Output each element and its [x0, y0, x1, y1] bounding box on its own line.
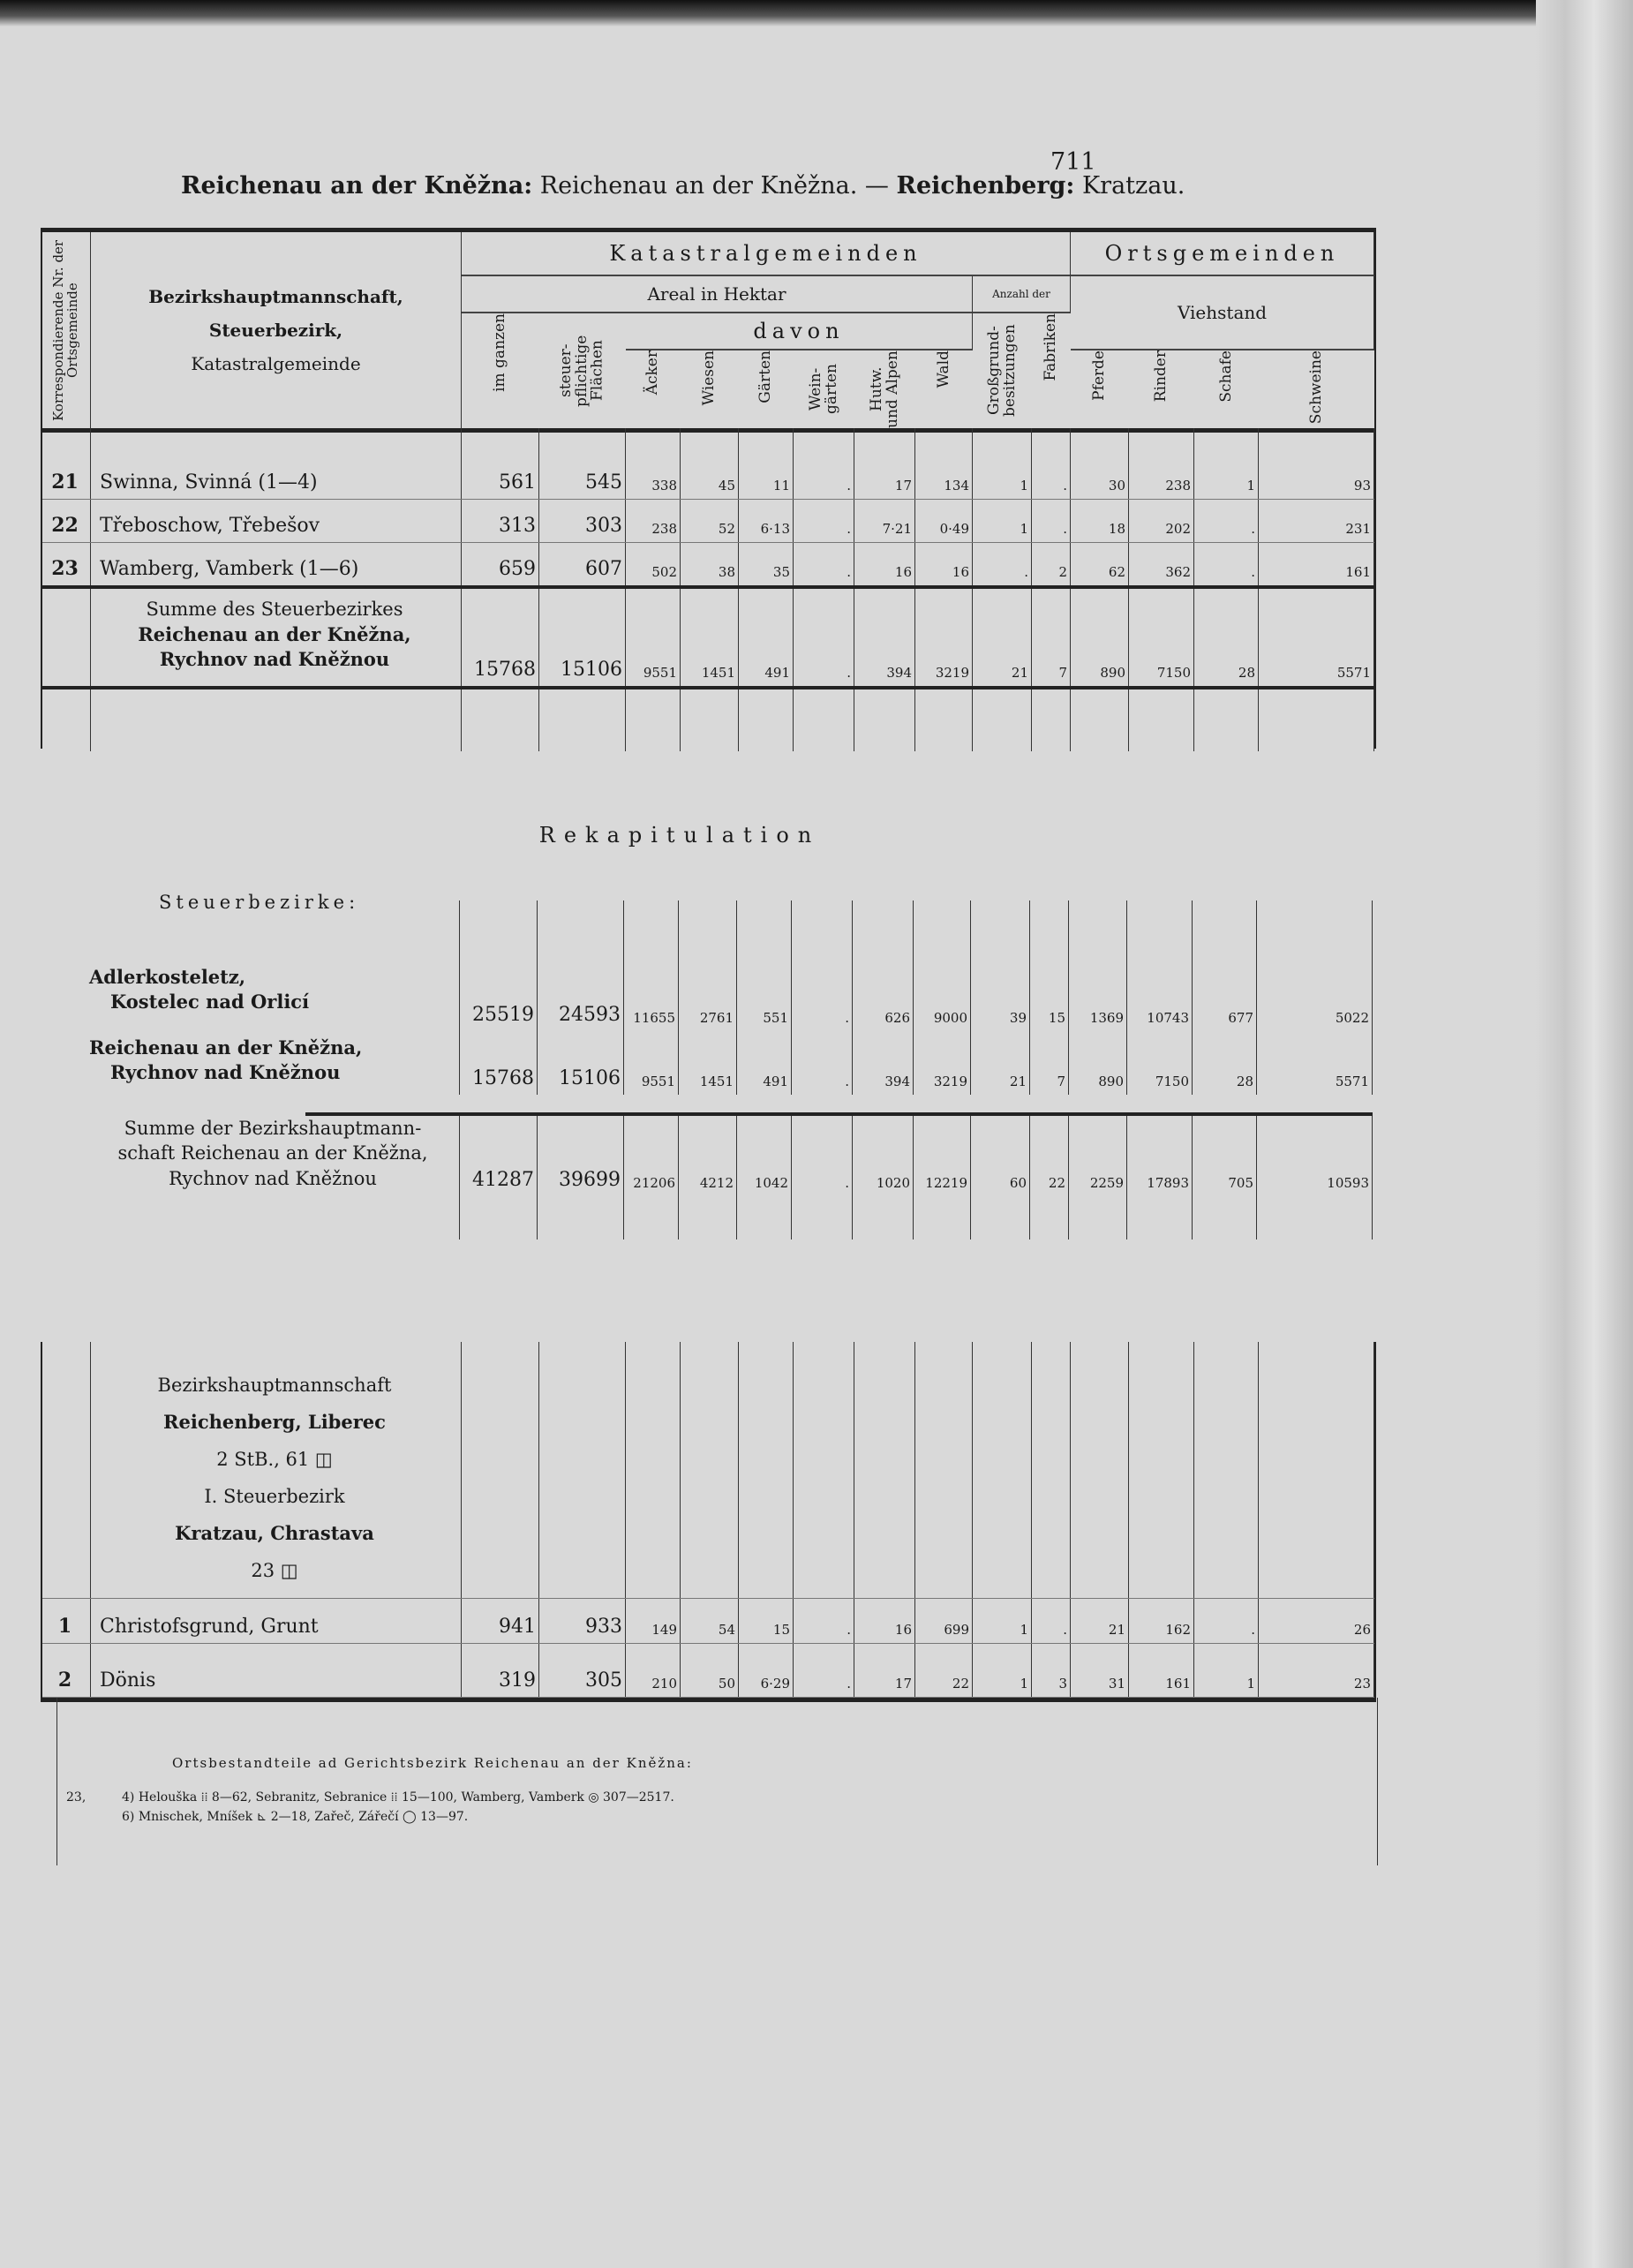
footer-ref: 23, [66, 1790, 87, 1805]
blank-cell [794, 1342, 854, 1598]
blank-cell [1129, 1342, 1194, 1598]
value-cell: 161 [1259, 543, 1374, 585]
sum-name-line: Reichenau an der Kněžna, [138, 622, 411, 645]
blank-cell [1127, 900, 1193, 953]
row-number-empty [42, 589, 91, 686]
value-cell: 231 [1259, 500, 1374, 542]
sum-name-line: Rychnov nad Kněžnou [159, 648, 390, 671]
value-cell: . [1194, 543, 1259, 585]
value-cell: 933 [539, 1599, 626, 1643]
value-cell: 545 [539, 428, 626, 499]
value-cell: 15768 [460, 1031, 538, 1095]
blank-cell [794, 689, 854, 751]
value-cell: 305 [539, 1644, 626, 1697]
blank-cell [1030, 1195, 1069, 1239]
value-cell: 7·21 [854, 500, 915, 542]
value-cell: 0·49 [915, 500, 973, 542]
header-col-label: Wald [934, 350, 952, 388]
blank-cell [1193, 900, 1257, 953]
blank-cell [1030, 900, 1069, 953]
blank-cell [1259, 689, 1374, 751]
value-cell: . [1194, 1599, 1259, 1643]
value-cell: 6·29 [739, 1644, 794, 1697]
section2-heading-line: 23 ◫ [251, 1560, 298, 1581]
recap-name-l1: Reichenau an der Kněžna, [89, 1036, 363, 1059]
blank-cell [854, 689, 915, 751]
running-head-right: Kratzau. [1082, 172, 1185, 200]
blank-cell [41, 1031, 89, 1095]
row-number: 23 [42, 543, 91, 585]
recap-label: Steuerbezirke: [159, 892, 360, 913]
table-row [42, 543, 1374, 589]
value-cell: 1 [1194, 1644, 1259, 1697]
running-head [181, 172, 1185, 200]
value-cell: 50 [681, 1644, 739, 1697]
value-cell: 17 [854, 428, 915, 499]
blank-cell [626, 689, 681, 751]
value-cell: . [973, 543, 1032, 585]
header-areal: Areal in Hektar [462, 276, 973, 313]
value-cell: 5571 [1257, 1031, 1373, 1095]
value-cell: 22 [1030, 1116, 1069, 1196]
footer-heading: Ortsbestandteile ad Gerichtsbezirk Reichenau an der Kněžna: [172, 1755, 693, 1771]
value-cell: 11655 [624, 953, 679, 1031]
value-cell: 202 [1129, 500, 1194, 542]
value-cell: 26 [1259, 1599, 1374, 1643]
value-cell: . [792, 953, 853, 1031]
blank-cell [462, 1342, 539, 1598]
value-cell: 21 [1071, 1599, 1129, 1643]
value-cell: 21 [973, 589, 1032, 686]
header-name-l3: Katastralgemeinde [191, 353, 361, 374]
value-cell: 54 [681, 1599, 739, 1643]
header-col-label: Hutw. und Alpen [867, 350, 901, 428]
header-col-label: Wiesen [700, 350, 719, 406]
header-col-label: Rinder [1152, 350, 1170, 403]
running-head-left: Reichenau an der Kněžna. — [539, 172, 889, 200]
blank-cell [1032, 1342, 1071, 1598]
blank-cell [460, 1195, 538, 1239]
header-col-10 [1071, 350, 1129, 428]
value-cell: 22 [915, 1644, 973, 1697]
recap-name-l2: Rychnov nad Kněžnou [110, 1061, 341, 1083]
header-col-label: im ganzen [491, 313, 509, 392]
value-cell: 15106 [538, 1031, 624, 1095]
value-cell: 1369 [1069, 953, 1127, 1031]
row-name: Dönis [91, 1644, 462, 1697]
row-number: 1 [42, 1599, 91, 1643]
blank-cell [792, 900, 853, 953]
scan-edge [0, 0, 1633, 26]
header-col-4 [739, 350, 794, 428]
value-cell: 1 [1194, 428, 1259, 499]
header-col-0 [462, 313, 539, 428]
running-head-left-bold: Reichenau an der Kněžna: [181, 172, 533, 200]
sum-row [42, 589, 1374, 689]
table-row [42, 500, 1374, 543]
header-col-label: Großgrund-besitzungen [984, 324, 1019, 418]
value-cell: 7150 [1127, 1031, 1193, 1095]
value-cell: 5022 [1257, 953, 1373, 1031]
value-cell: 12219 [914, 1116, 971, 1196]
header-col-12 [1194, 350, 1259, 428]
sum-name-line: Summe des Steuerbezirkes [146, 599, 403, 621]
value-cell: 2 [1032, 543, 1071, 585]
blank-cell [1194, 1342, 1259, 1598]
section2-heading-line: Reichenberg, Liberec [163, 1411, 386, 1433]
value-cell: 45 [681, 428, 739, 499]
value-cell: 607 [539, 543, 626, 585]
blank-cell [1071, 689, 1129, 751]
section2-heading [89, 1367, 460, 1589]
header-col-5 [794, 350, 854, 428]
page-rule-left [56, 1698, 57, 1865]
value-cell: 28 [1194, 589, 1259, 686]
value-cell: 21 [971, 1031, 1030, 1095]
page-rule-right [1377, 1698, 1378, 1865]
value-cell: 551 [737, 953, 792, 1031]
value-cell: 2259 [1069, 1116, 1127, 1196]
value-cell: 35 [739, 543, 794, 585]
header-davon: davon [626, 313, 973, 350]
value-cell: 15768 [462, 589, 539, 686]
value-cell: 10593 [1257, 1116, 1373, 1196]
blank-cell [460, 900, 538, 953]
sum-row [41, 1116, 1373, 1195]
header-col-8 [973, 313, 1032, 428]
value-cell: 303 [539, 500, 626, 542]
header-orts: Ortsgemeinden [1071, 232, 1374, 276]
header-col-label: Schafe [1216, 350, 1235, 403]
value-cell: 677 [1193, 953, 1257, 1031]
blank-cell [1129, 689, 1194, 751]
value-cell: 1451 [681, 589, 739, 686]
recap-title: Rekapitulation [538, 823, 821, 848]
value-cell: 16 [854, 543, 915, 585]
value-cell: . [794, 543, 854, 585]
value-cell: 890 [1071, 589, 1129, 686]
blank-cell [1257, 1195, 1373, 1239]
value-cell: 699 [915, 1599, 973, 1643]
sum-name [89, 1116, 460, 1196]
recap-name-l1: Adlerkosteletz, [89, 965, 246, 988]
section2-heading-line: I. Steuerbezirk [204, 1486, 345, 1507]
table-row [42, 428, 1374, 500]
value-cell: 24593 [538, 953, 624, 1031]
value-cell: 15 [1030, 953, 1069, 1031]
value-cell: 3219 [915, 589, 973, 686]
header-col-label: Schweine [1306, 350, 1325, 425]
header-name-l2: Steuerbezirk, [208, 320, 343, 341]
blank-cell [624, 900, 679, 953]
value-cell: 210 [626, 1644, 681, 1697]
value-cell: 41287 [460, 1116, 538, 1196]
value-cell: 93 [1259, 428, 1374, 499]
blank-cell [914, 900, 971, 953]
blank-cell [739, 689, 794, 751]
sum-name [91, 589, 462, 686]
blank-cell [914, 1195, 971, 1239]
blank-cell [41, 953, 89, 1031]
blank-cell [626, 1342, 681, 1598]
header-name [91, 232, 462, 428]
value-cell: 394 [854, 589, 915, 686]
header-katastral: Katastralgemeinden [462, 232, 1071, 276]
blank-cell [681, 1342, 739, 1598]
blank-cell [1194, 689, 1259, 751]
blank-row [41, 1195, 1373, 1239]
value-cell: 1 [973, 1644, 1032, 1697]
value-cell: 52 [681, 500, 739, 542]
value-cell: 238 [626, 500, 681, 542]
recap-row [41, 1031, 1373, 1095]
table-row [42, 1599, 1374, 1644]
row-name: Třeboschow, Třebešov [91, 500, 462, 542]
header-col-3 [681, 350, 739, 428]
row-number: 21 [42, 428, 91, 499]
blank-cell [462, 689, 539, 751]
value-cell: 18 [1071, 500, 1129, 542]
blank-cell [41, 900, 89, 953]
value-cell: 162 [1129, 1599, 1194, 1643]
blank-cell [737, 1195, 792, 1239]
header-col-13 [1259, 350, 1374, 428]
value-cell: 394 [853, 1031, 914, 1095]
header-col-label: steuer-pflichtige Flächen [557, 335, 606, 407]
sum-name-line: schaft Reichenau an der Kněžna, [117, 1142, 428, 1164]
value-cell: 149 [626, 1599, 681, 1643]
blank-cell [42, 1342, 91, 1598]
blank-cell [915, 1342, 973, 1598]
header-col-6 [854, 350, 915, 428]
blank-cell [679, 900, 737, 953]
blank-cell [89, 1195, 460, 1239]
value-cell: 161 [1129, 1644, 1194, 1697]
value-cell: 9551 [626, 589, 681, 686]
blank-cell [1193, 1195, 1257, 1239]
value-cell: 7 [1032, 589, 1071, 686]
value-cell: 362 [1129, 543, 1194, 585]
blank-cell [681, 689, 739, 751]
value-cell: . [1194, 500, 1259, 542]
running-head-right-bold: Reichenberg: [896, 172, 1075, 200]
blank-cell [42, 689, 91, 751]
value-cell: 39699 [538, 1116, 624, 1196]
footnote-4: 4) Helouška ⁞⁞ 8—62, Sebranitz, Sebranice ⁞⁞ 15—100, Wamberg, Vamberk ◎ 307—2517. [122, 1790, 674, 1805]
blank-cell [792, 1195, 853, 1239]
value-cell: 25519 [460, 953, 538, 1031]
blank-cell [971, 900, 1030, 953]
header-col-label: Fabriken [1042, 313, 1060, 381]
table-row [42, 1644, 1374, 1698]
row-name: Christofsgrund, Grunt [91, 1599, 462, 1643]
value-cell: 5571 [1259, 589, 1374, 686]
header-col-11 [1129, 350, 1194, 428]
section-recap [41, 900, 1373, 1192]
value-cell: 1451 [679, 1031, 737, 1095]
blank-cell [1127, 1195, 1193, 1239]
recap-row [41, 953, 1373, 1031]
header-col-label: Äcker [643, 350, 662, 396]
header-col-label: Pferde [1090, 350, 1109, 401]
value-cell: 38 [681, 543, 739, 585]
value-cell: 30 [1071, 428, 1129, 499]
value-cell: . [794, 1644, 854, 1697]
value-cell: . [1032, 428, 1071, 499]
value-cell: . [792, 1116, 853, 1196]
recap-name-l2: Kostelec nad Orlicí [110, 991, 310, 1013]
row-name: Wamberg, Vamberk (1—6) [91, 543, 462, 585]
header-corr-nr-text: Korrespondierende Nr. der Ortsgemeinde [50, 239, 80, 421]
value-cell: 10743 [1127, 953, 1193, 1031]
sum-name-line: Summe der Bezirkshauptmann- [124, 1118, 422, 1139]
header-corr-nr [42, 232, 91, 428]
value-cell: . [1032, 1599, 1071, 1643]
section2-heading-line: Kratzau, Chrastava [175, 1522, 374, 1544]
header-name-l1: Bezirkshauptmannschaft, [148, 286, 403, 307]
value-cell: 7150 [1129, 589, 1194, 686]
value-cell: 3219 [914, 1031, 971, 1095]
value-cell: 502 [626, 543, 681, 585]
row-number: 2 [42, 1644, 91, 1697]
blank-cell [1069, 900, 1127, 953]
value-cell: . [792, 1031, 853, 1095]
header-anzahl: Anzahl der [973, 276, 1071, 313]
recap-name [89, 1031, 460, 1095]
value-cell: 1 [973, 1599, 1032, 1643]
value-cell: 11 [739, 428, 794, 499]
sum-name-line: Rychnov nad Kněžnou [169, 1167, 377, 1189]
recap-separator [305, 1095, 1373, 1116]
value-cell: 1 [973, 428, 1032, 499]
value-cell: 62 [1071, 543, 1129, 585]
blank-cell [971, 1195, 1030, 1239]
blank-cell [41, 1195, 89, 1239]
value-cell: 890 [1069, 1031, 1127, 1095]
header-col-label: Gärten [756, 350, 775, 403]
value-cell: 9551 [624, 1031, 679, 1095]
value-cell: . [794, 500, 854, 542]
value-cell: 15106 [539, 589, 626, 686]
header-col-7 [915, 350, 973, 428]
value-cell: 626 [853, 953, 914, 1031]
blank-cell [538, 1195, 624, 1239]
value-cell: 16 [915, 543, 973, 585]
value-cell: 705 [1193, 1116, 1257, 1196]
blank-cell [89, 900, 460, 953]
value-cell: 561 [462, 428, 539, 499]
blank-cell [1071, 1342, 1129, 1598]
blank-cell [853, 900, 914, 953]
value-cell: . [794, 428, 854, 499]
blank-cell [91, 689, 462, 751]
value-cell: 659 [462, 543, 539, 585]
section2-heading-line: 2 StB., 61 ◫ [216, 1449, 333, 1470]
value-cell: 21206 [624, 1116, 679, 1196]
blank-cell [1259, 1342, 1374, 1598]
value-cell: 39 [971, 953, 1030, 1031]
header-col-label: Wein-gärten [806, 364, 840, 415]
blank-cell [915, 689, 973, 751]
row-number-empty [41, 1116, 89, 1196]
row-name: Swinna, Svinná (1—4) [91, 428, 462, 499]
header-col-9 [1032, 313, 1071, 428]
blank-cell [1069, 1195, 1127, 1239]
value-cell: 1020 [853, 1116, 914, 1196]
blank-cell [1257, 900, 1373, 953]
blank-cell [538, 900, 624, 953]
header-viehstand: Viehstand [1071, 276, 1374, 350]
footnote-6: 6) Mnischek, Mníšek ⊾ 2—18, Zařeč, Zářečí ◯ 13—97. [122, 1810, 469, 1824]
value-cell: . [1032, 500, 1071, 542]
value-cell: 238 [1129, 428, 1194, 499]
value-cell: 3 [1032, 1644, 1071, 1697]
value-cell: 1 [973, 500, 1032, 542]
blank-cell [679, 1195, 737, 1239]
section2-heading-line: Bezirkshauptmannschaft [157, 1375, 392, 1396]
value-cell: 338 [626, 428, 681, 499]
blank-cell [973, 1342, 1032, 1598]
value-cell: 4212 [679, 1116, 737, 1196]
value-cell: 17 [854, 1644, 915, 1697]
value-cell: 16 [854, 1599, 915, 1643]
value-cell: . [794, 1599, 854, 1643]
blank-row [42, 689, 1374, 751]
blank-cell [539, 689, 626, 751]
blank-cell [854, 1342, 915, 1598]
value-cell: 319 [462, 1644, 539, 1697]
page-number: 711 [1050, 148, 1096, 176]
value-cell: 7 [1030, 1031, 1069, 1095]
value-cell: 491 [737, 1031, 792, 1095]
value-cell: 313 [462, 500, 539, 542]
blank-cell [737, 900, 792, 953]
value-cell: 134 [915, 428, 973, 499]
value-cell: 17893 [1127, 1116, 1193, 1196]
row-number: 22 [42, 500, 91, 542]
page-edge-shadow [1536, 0, 1633, 2268]
value-cell: 9000 [914, 953, 971, 1031]
table-header [41, 228, 1376, 433]
value-cell: 6·13 [739, 500, 794, 542]
value-cell: 60 [971, 1116, 1030, 1196]
value-cell: 491 [739, 589, 794, 686]
blank-cell [739, 1342, 794, 1598]
header-col-1 [539, 313, 626, 428]
value-cell: 31 [1071, 1644, 1129, 1697]
value-cell: 28 [1193, 1031, 1257, 1095]
blank-cell [539, 1342, 626, 1598]
header-col-2 [626, 350, 681, 428]
value-cell: 2761 [679, 953, 737, 1031]
value-cell: 23 [1259, 1644, 1374, 1697]
blank-cell [624, 1195, 679, 1239]
section-reichenau [41, 428, 1376, 749]
value-cell: . [794, 589, 854, 686]
recap-name [89, 953, 460, 1031]
recap-spacer [41, 900, 1373, 953]
value-cell: 941 [462, 1599, 539, 1643]
blank-cell [853, 1195, 914, 1239]
blank-cell [973, 689, 1032, 751]
value-cell: 1042 [737, 1116, 792, 1196]
blank-cell [1032, 689, 1071, 751]
value-cell: 15 [739, 1599, 794, 1643]
